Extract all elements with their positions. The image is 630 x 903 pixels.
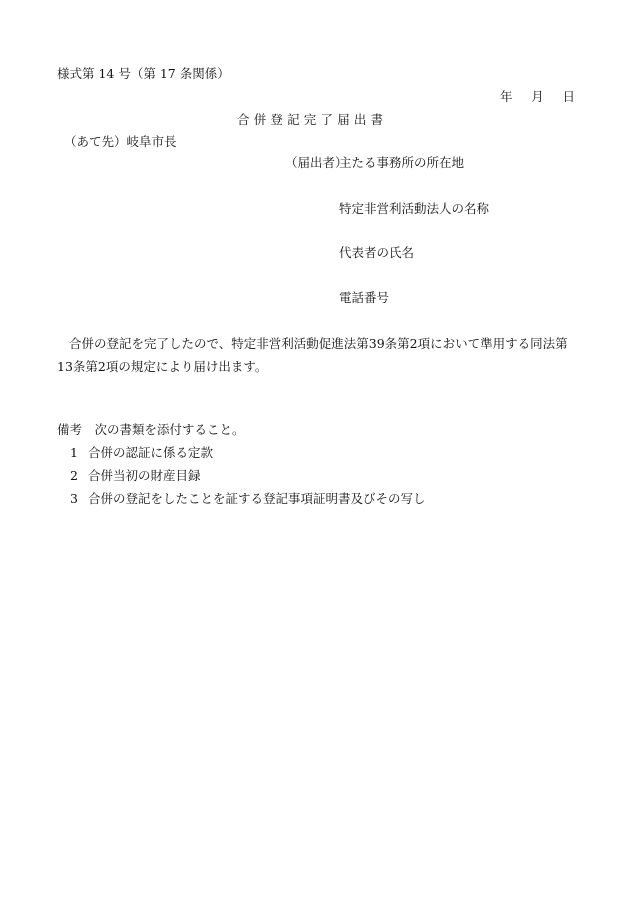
date-month-label: 月 (531, 89, 544, 104)
representative-name-label: 代表者の氏名 (339, 245, 415, 260)
notification-body: 合併の登記を完了したので、特定非営利活動促進法第39条第2項において準用する同法第13条第2項の規定により届け出ます。 (57, 336, 568, 374)
date-day-label: 日 (562, 89, 575, 104)
form-number: 様式第 14 号（第 17 条関係） (57, 66, 230, 81)
corporation-name-label: 特定非営利活動法人の名称 (339, 201, 490, 216)
note-item-text: 合併当初の財産目録 (88, 468, 201, 483)
addressee: （あて先）岐阜市長 (64, 134, 177, 149)
note-item-text: 合併の登記をしたことを証する登記事項証明書及びその写し (88, 491, 426, 506)
office-location-label: 主たる事務所の所在地 (339, 155, 465, 170)
date-line (500, 91, 575, 104)
document-title: 合併登記完了届出書 (237, 112, 388, 127)
date-year-label: 年 (500, 89, 513, 104)
notes-heading: 備考 次の書類を添付すること。 (57, 422, 245, 437)
phone-number-label: 電話番号 (339, 290, 390, 305)
filer-label: （届出者） (285, 155, 348, 170)
note-item-number: 1 (70, 445, 78, 460)
note-item-number: 2 (70, 468, 78, 483)
note-item (70, 493, 426, 506)
note-item-number: 3 (70, 491, 78, 506)
note-item (70, 447, 213, 460)
note-item (70, 470, 201, 483)
note-item-text: 合併の認証に係る定款 (88, 445, 214, 460)
